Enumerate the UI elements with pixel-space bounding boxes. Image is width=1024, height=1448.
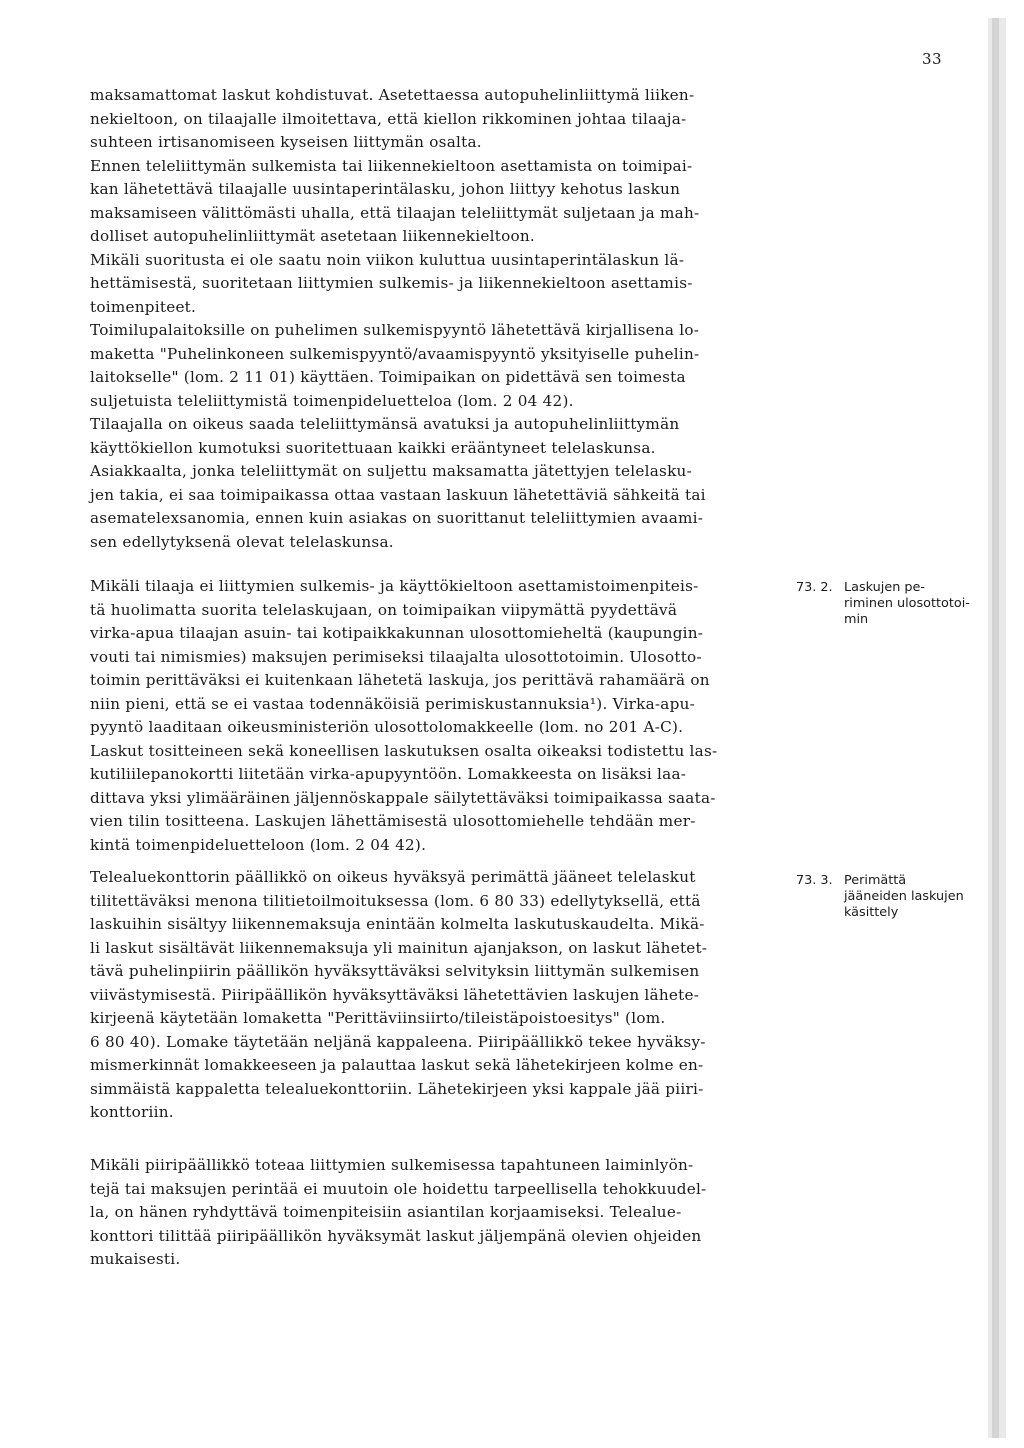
text-line: Asiakkaalta, jonka teleliittymät on suljettu maksamatta jätettyjen telelasku-: [90, 462, 692, 480]
text-line: laskuihin sisältyy liikennemaksuja enintään kolmelta laskutuskaudelta. Mikä-: [90, 915, 705, 933]
text-line: asematelexsanomia, ennen kuin asiakas on suorittanut teleliittymien avaami-: [90, 509, 704, 527]
text-line: Mikäli suoritusta ei ole saatu noin viikon kuluttua uusintaperintälaskun lä-: [90, 250, 685, 269]
text-line: Telealuekonttorin päällikkö on oikeus hyväksyä perimättä jääneet telelaskut: [90, 868, 696, 886]
text-line: kirjeenä käytetään lomaketta "Perittäviinsiirto/tileistäpoistoesitys" (lom.: [90, 1009, 666, 1027]
text-line: maksamattomat laskut kohdistuvat. Asetettaessa autopuhelinliittymä liiken-: [90, 86, 695, 104]
text-line: konttoriin.: [90, 1103, 174, 1121]
margin-note-73-3: [796, 873, 966, 921]
page-edge-shadow-inner: [992, 18, 999, 1438]
text-line: hettämisestä, suoritetaan liittymien sulkemis- ja liikennekieltoon asettamis-: [90, 274, 693, 292]
page-number: 33: [922, 50, 943, 68]
text-line: Mikäli tilaaja ei liittymien sulkemis- ja käyttökieltoon asettamistoimenpiteis-: [90, 577, 699, 595]
text-line: toimin perittäväksi ei kuitenkaan lähetetä laskuja, jos perittävä rahamäärä on: [90, 671, 710, 689]
closing-paragraph: [90, 1154, 776, 1272]
text-line: suljetuista teleliittymistä toimenpideluetteloa (lom. 2 04 42).: [90, 391, 574, 410]
text-line: sen edellytyksenä olevat telelaskunsa.: [90, 532, 394, 551]
text-line: dolliset autopuhelinliittymät asetetaan liikennekieltoon.: [90, 227, 535, 245]
text-line: suhteen irtisanomiseen kyseisen liittymän osalta.: [90, 133, 482, 151]
text-line: pyyntö laaditaan oikeusministeriön ulosottolomakkeelle (lom. no 201 A-C).: [90, 718, 684, 736]
margin-note-number: 73. 2.: [796, 580, 833, 595]
text-line: laitokselle" (lom. 2 11 01) käyttäen. Toimipaikan on pidettävä sen toimesta: [90, 368, 686, 386]
margin-note-line: riminen ulosottotoi-: [844, 596, 970, 611]
text-line: toimenpiteet.: [90, 297, 197, 316]
text-line: la, on hänen ryhdyttävä toimenpiteisiin asiantilan korjaamiseksi. Telealue-: [90, 1203, 682, 1221]
section-73-3-paragraph: [90, 866, 776, 1125]
margin-note-number: 73. 3.: [796, 873, 833, 888]
text-line: virka-apua tilaajan asuin- tai kotipaikkakunnan ulosottomieheltä (kaupungin-: [90, 624, 704, 642]
section-73-2-paragraph: [90, 575, 776, 857]
text-line: kutiliilepanokortti liitetään virka-apupyyntöön. Lomakkeesta on lisäksi laa-: [90, 765, 687, 783]
text-line: vien tilin tositteena. Laskujen lähettämisestä ulosottomiehelle tehdään mer-: [90, 812, 696, 830]
text-line: tilitettäväksi menona tilitietoilmoituksessa (lom. 6 80 33) edellytyksellä, että: [90, 891, 701, 910]
text-line: tävä puhelinpiirin päällikön hyväksyttäväksi selvityksin liittymän sulkemisen: [90, 962, 700, 980]
text-line: mukaisesti.: [90, 1250, 181, 1268]
margin-note-line: Perimättä: [844, 873, 907, 888]
text-line: li laskut sisältävät liikennemaksuja yli mainitun ajanjakson, on laskut lähetet-: [90, 938, 708, 957]
margin-note-title: [844, 873, 966, 921]
text-line: Ennen teleliittymän sulkemista tai liikennekieltoon asettamista on toimipai-: [90, 156, 693, 175]
text-line: vouti tai nimismies) maksujen perimiseksi tilaajalta ulosottotoimin. Ulosotto-: [90, 647, 702, 666]
text-line: viivästymisestä. Piiripäällikön hyväksyttäväksi lähetettävien laskujen lähete-: [90, 985, 700, 1004]
margin-note-line: min: [844, 612, 869, 627]
text-line: dittava yksi ylimääräinen jäljennöskappale säilytettäväksi toimipaikassa saata-: [90, 788, 716, 807]
text-line: maketta "Puhelinkoneen sulkemispyyntö/avaamispyyntö yksityiselle puhelin-: [90, 344, 700, 363]
margin-note-line: jääneiden laskujen: [844, 889, 964, 904]
text-line: 6 80 40). Lomake täytetään neljänä kappaleena. Piiripäällikkö tekee hyväksy-: [90, 1032, 706, 1051]
text-line: nekieltoon, on tilaajalle ilmoitettava, että kiellon rikkominen johtaa tilaaja-: [90, 109, 687, 128]
text-line: kintä toimenpideluetteloon (lom. 2 04 42).: [90, 835, 427, 854]
margin-note-line: käsittely: [844, 905, 899, 920]
text-line: käyttökiellon kumotuksi suoritettuaan kaikki erääntyneet telelaskunsa.: [90, 438, 656, 457]
text-line: tejä tai maksujen perintää ei muutoin ole hoidettu tarpeellisella tehokkuudel-: [90, 1179, 707, 1198]
text-line: jen takia, ei saa toimipaikassa ottaa vastaan laskuun lähetettäviä sähkeitä tai: [90, 485, 706, 504]
text-line: mismerkinnät lomakkeeseen ja palauttaa laskut sekä lähetekirjeen kolme en-: [90, 1056, 704, 1074]
page-edge-shadow: [988, 18, 1006, 1438]
text-line: Laskut tositteineen sekä koneellisen laskutuksen osalta oikeaksi todistettu las-: [90, 741, 718, 760]
text-line: konttori tilittää piiripäällikön hyväksymät laskut jäljempänä olevien ohjeiden: [90, 1226, 702, 1245]
text-line: kan lähetettävä tilaajalle uusintaperintälasku, johon liittyy kehotus laskun: [90, 180, 681, 198]
text-line: Toimilupalaitoksille on puhelimen sulkemispyyntö lähetettävä kirjallisena lo-: [90, 321, 700, 339]
text-line: Mikäli piiripäällikkö toteaa liittymien sulkemisessa tapahtuneen laiminlyön-: [90, 1156, 694, 1174]
text-line: niin pieni, että se ei vastaa todennäköisiä perimiskustannuksia¹). Virka-apu-: [90, 694, 695, 713]
text-line: tä huolimatta suorita telelaskujaan, on toimipaikan viipymättä pyydettävä: [90, 600, 678, 619]
text-line: simmäistä kappaletta telealuekonttoriin. Lähetekirjeen yksi kappale jää piiri-: [90, 1079, 704, 1098]
text-line: maksamiseen välittömästi uhalla, että tilaajan teleliittymät suljetaan ja mah-: [90, 203, 700, 222]
margin-note-line: Laskujen pe-: [844, 580, 925, 595]
margin-note-title: [844, 580, 970, 628]
intro-paragraphs: [90, 84, 776, 554]
margin-note-73-2: [796, 580, 970, 628]
text-line: Tilaajalla on oikeus saada teleliittymänsä avatuksi ja autopuhelinliittymän: [90, 415, 680, 433]
